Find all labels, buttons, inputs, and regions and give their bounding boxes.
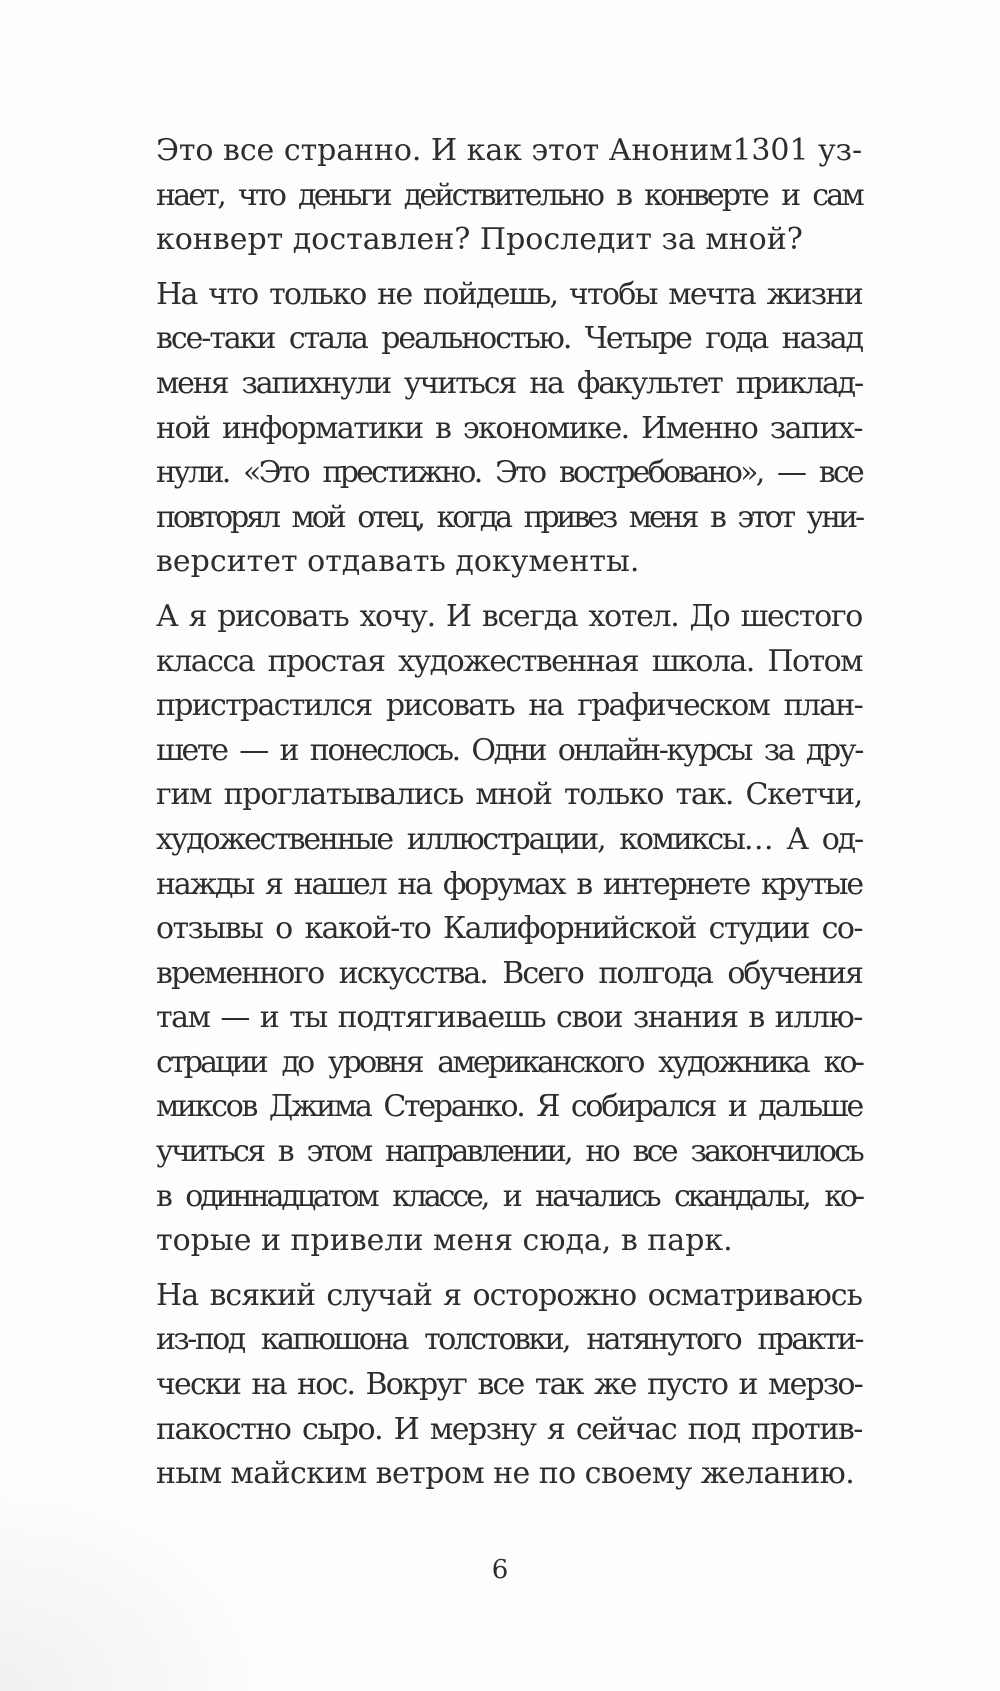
text-line: гим проглатывались мной только так. Скетчи, xyxy=(156,777,862,813)
text-line: нули. «Это престижно. Это востребовано», — все xyxy=(156,455,862,491)
text-line: миксов Джима Стеранко. Я собирался и дальше xyxy=(156,1089,862,1125)
paragraph-gap xyxy=(156,1264,862,1274)
text-line: меня запихнули учиться на факультет приклад- xyxy=(156,365,862,401)
paragraph xyxy=(156,273,862,585)
text-line: чески на нос. Вокруг все так же пусто и мерзо- xyxy=(156,1367,862,1403)
text-line: А я рисовать хочу. И всегда хотел. До шестого xyxy=(156,598,862,634)
text-line: отзывы о какой-то Калифорнийской студии со- xyxy=(156,911,862,947)
text-line: На что только не пойдешь, чтобы мечта жизни xyxy=(156,276,862,312)
text-line: там — и ты подтягиваешь свои знания в иллю- xyxy=(156,1000,862,1036)
text-line: временного искусства. Всего полгода обучения xyxy=(156,955,862,991)
page-number: 6 xyxy=(491,1555,509,1585)
text-line: художественные иллюстрации, комиксы… А од- xyxy=(156,821,862,857)
text-line: ной информатики в экономике. Именно запих- xyxy=(156,410,862,446)
text-line: класса простая художественная школа. Потом xyxy=(156,643,862,679)
text-line: нажды я нашел на форумах в интернете крутые xyxy=(156,866,862,902)
scan-shade xyxy=(0,1491,260,1691)
text-line: Это все странно. И как этот Аноним1301 уз- xyxy=(156,133,862,168)
text-line: пакостно сыро. И мерзну я сейчас под против- xyxy=(156,1411,862,1447)
text-line: торые и привели меня сюда, в парк. xyxy=(156,1223,733,1259)
text-line: страции до уровня американского художника ко- xyxy=(156,1044,862,1080)
text-line: верситет отдавать документы. xyxy=(156,544,640,580)
text-line: нает, что деньги действительно в конверте и сам xyxy=(156,177,862,213)
paragraph xyxy=(156,595,862,1264)
text-line: пристрастился рисовать на графическом план- xyxy=(156,688,862,724)
text-line: все-таки стала реальностью. Четыре года назад xyxy=(156,321,862,357)
text-line: из-под капюшона толстовки, натянутого практи- xyxy=(156,1322,862,1358)
text-line: шете — и понеслось. Одни онлайн-курсы за дру- xyxy=(156,732,862,768)
text-line: ным майским ветром не по своему желанию. xyxy=(156,1456,855,1492)
text-line: в одиннадцатом классе, и начались скандалы, ко- xyxy=(156,1178,862,1214)
text-line: конверт доставлен? Проследит за мной? xyxy=(156,222,803,258)
paragraph-gap xyxy=(156,263,862,273)
paragraph xyxy=(156,1274,862,1497)
paragraph xyxy=(156,129,862,263)
text-line: учиться в этом направлении, но все закончилось xyxy=(156,1134,862,1170)
text-line: На всякий случай я осторожно осматриваюсь xyxy=(156,1277,862,1313)
body-text xyxy=(156,129,862,1497)
text-line: повторял мой отец, когда привез меня в этот уни- xyxy=(156,499,862,535)
paragraph-gap xyxy=(156,585,862,595)
